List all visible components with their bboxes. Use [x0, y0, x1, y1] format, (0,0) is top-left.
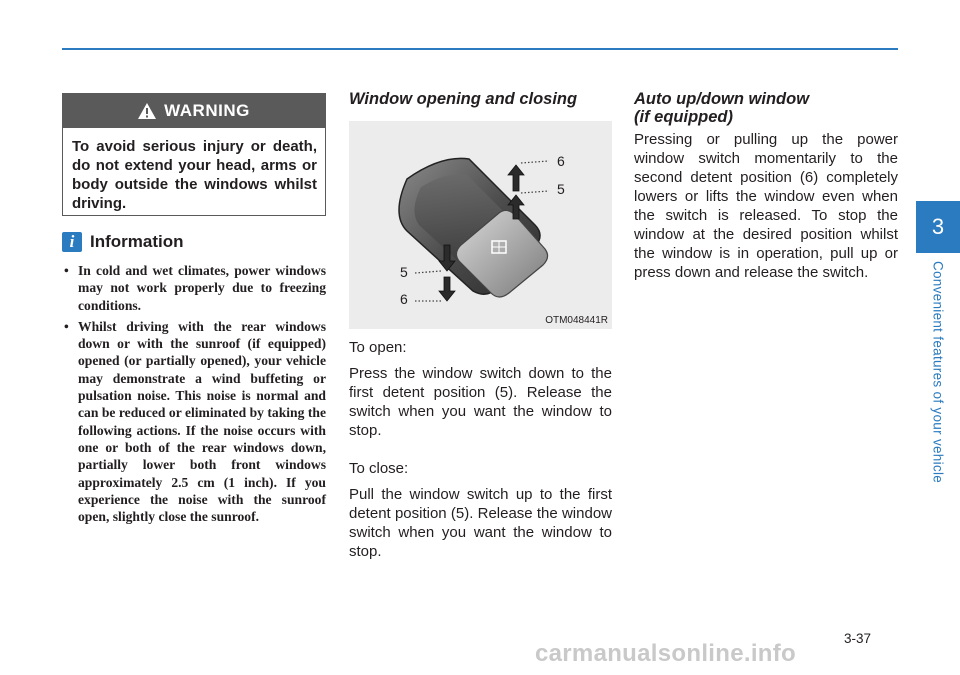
auto-section-text: Pressing or pulling up the power window switch momentarily to the second detent position (6) completely lowers or lifts the window even when the switch is released. To stop the window at the desired position whilst the window is in operation, pull up or press down and release the switch. [634, 131, 898, 281]
warning-header [63, 94, 325, 128]
list-item [62, 262, 326, 314]
information-heading [62, 232, 184, 252]
warning-text: To avoid serious injury or death, do not extend your head, arms or body outside the windows whilst driving. [72, 138, 317, 212]
chapter-tab: 3 [916, 201, 960, 253]
auto-title-line1: Auto up/down window [634, 90, 810, 108]
page-number: 3-37 [844, 631, 872, 646]
bullet: • [64, 263, 69, 278]
close-label: To close: [349, 460, 409, 477]
window-switch-figure [349, 121, 612, 329]
window-section-body [349, 338, 612, 568]
figure-label-down-6: 6 [400, 291, 408, 307]
list-item [62, 318, 326, 526]
watermark: carmanualsonline.info [535, 640, 797, 667]
warning-title: WARNING [164, 101, 250, 120]
open-text: Press the window switch down to the first detent position (5). Release the switch when you want the window to stop. [349, 365, 612, 439]
top-rule [62, 48, 898, 50]
chapter-title: Convenient features of your vehicle [930, 260, 946, 484]
auto-title-line2: (if equipped) [634, 108, 733, 126]
window-switch-illustration [349, 121, 612, 329]
close-text: Pull the window switch up to the first detent position (5). Release the window switch when you want the window to stop. [349, 486, 612, 560]
open-label: To open: [349, 339, 407, 356]
info-icon: i [62, 232, 82, 252]
warning-box [62, 93, 326, 216]
information-title: Information [90, 232, 184, 251]
figure-code: OTM048441R [545, 315, 608, 326]
figure-label-up-6: 6 [557, 153, 565, 169]
information-item-text: Whilst driving with the rear windows down or with the sunroof (if equipped) opened (or partially opened), your vehicle may demonstrate a wind buffeting or pulsation noise. This noise is normal and can be reduced or eliminated by taking the following actions. If the noise occurs with one or both of the rear windows down, partially lower both front windows approximately 2.5 cm (1 inch). If you experience the noise with the sunroof open, slightly close the sunroof. [78, 318, 326, 525]
bullet: • [64, 318, 69, 334]
information-item-text: In cold and wet climates, power windows may not work properly due to freezing conditions. [78, 263, 326, 313]
figure-label-up-5: 5 [557, 181, 565, 197]
information-list [62, 262, 326, 529]
auto-section-title [634, 90, 898, 126]
warning-triangle-icon [138, 103, 156, 119]
window-section-title: Window opening and closing [349, 90, 578, 108]
figure-label-down-5: 5 [400, 264, 408, 280]
